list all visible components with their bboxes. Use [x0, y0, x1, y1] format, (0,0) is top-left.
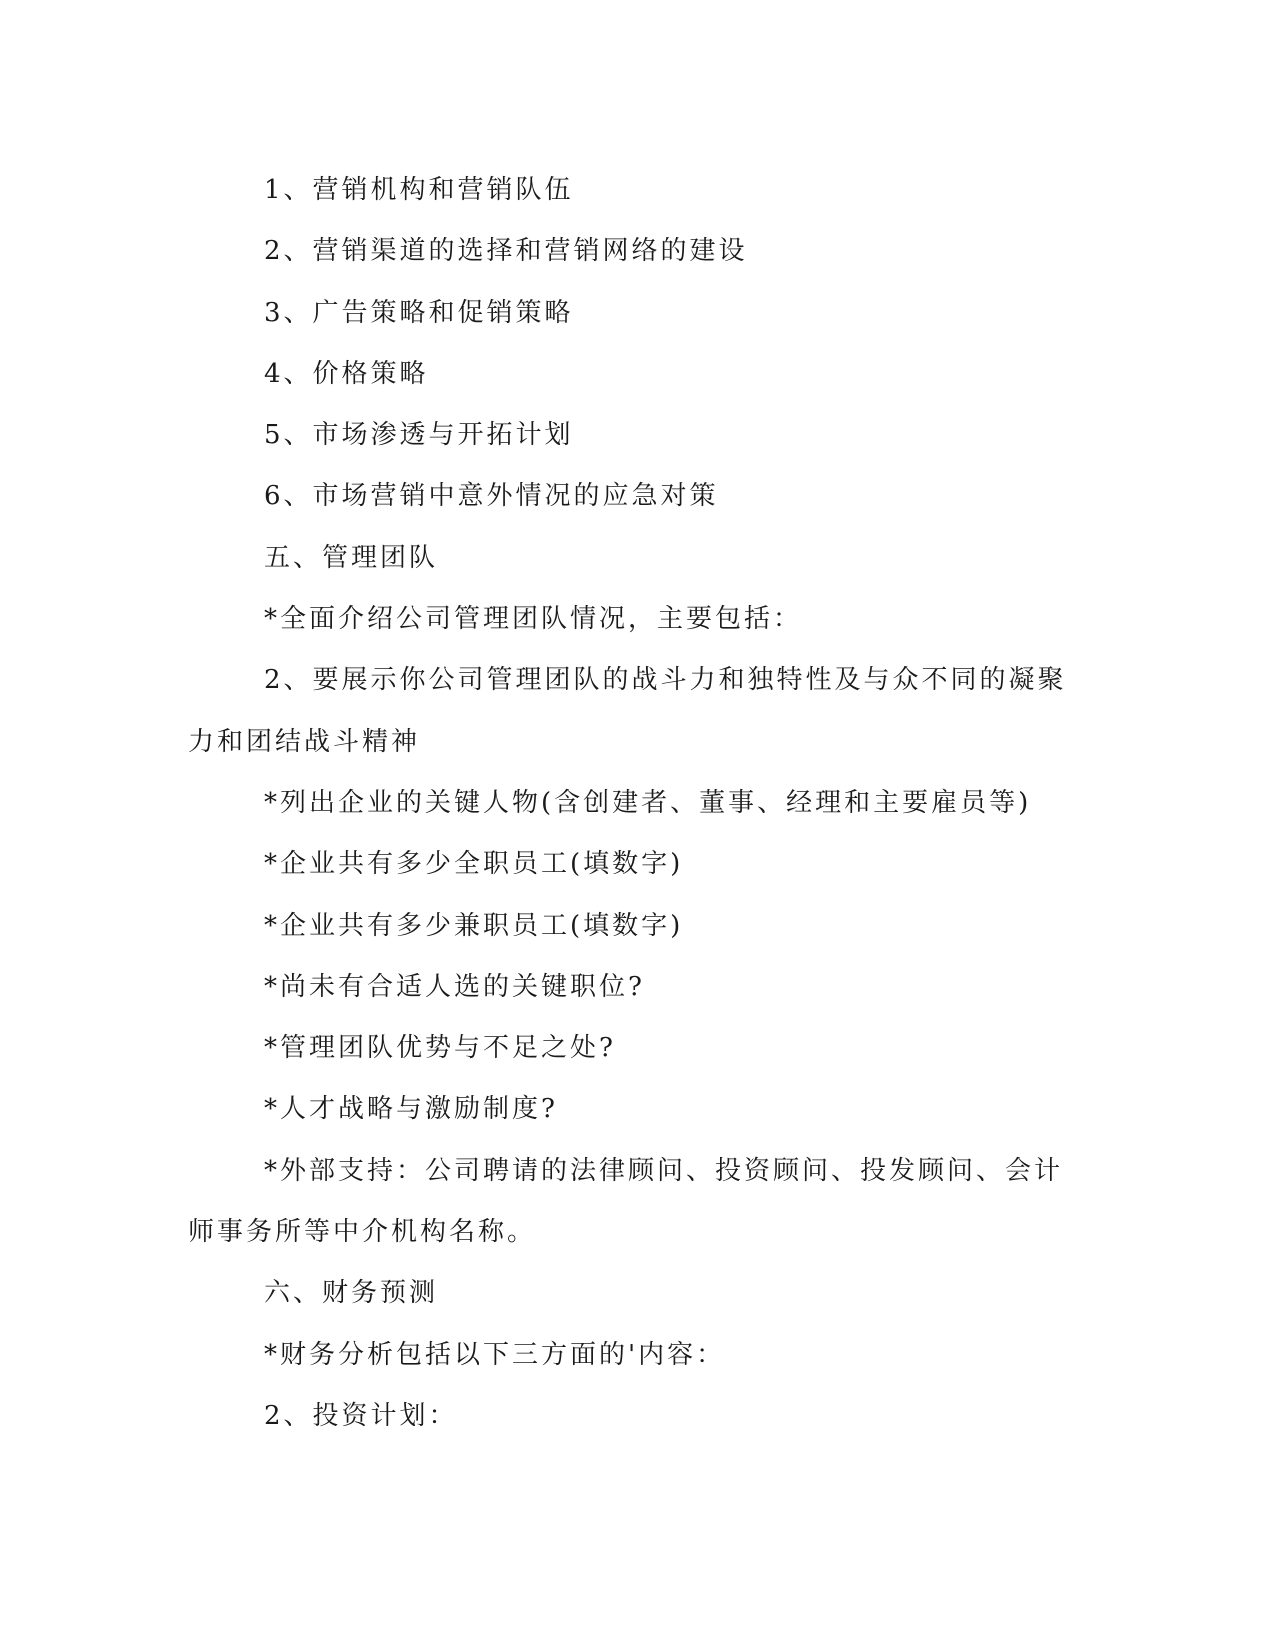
paragraph-fulltime-staff: *企业共有多少全职员工(填数字) — [264, 849, 684, 880]
list-item-investment-plan: 2、投资计划： — [264, 1400, 458, 1431]
paragraph-talent-strategy: *人才战略与激励制度? — [264, 1094, 558, 1125]
paragraph-team-pros-cons: *管理团队优势与不足之处? — [264, 1033, 616, 1064]
section-heading-financial-forecast: 六、财务预测 — [264, 1278, 439, 1309]
paragraph-parttime-staff: *企业共有多少兼职员工(填数字) — [264, 910, 684, 941]
paragraph-external-support-line-2: 师事务所等中介机构名称。 — [188, 1217, 537, 1248]
paragraph-team-strength-line-1: 2、要展示你公司管理团队的战斗力和独特性及与众不同的凝聚 — [264, 665, 1067, 696]
paragraph-financial-analysis: *财务分析包括以下三方面的'内容： — [264, 1339, 726, 1370]
paragraph-external-support-line-1: *外部支持：公司聘请的法律顾问、投资顾问、投发顾问、会计 — [264, 1155, 1064, 1186]
paragraph-team-strength-line-2: 力和团结战斗精神 — [188, 726, 421, 757]
list-item-market-penetration: 5、市场渗透与开拓计划 — [264, 420, 574, 451]
list-item-contingency-plan: 6、市场营销中意外情况的应急对策 — [264, 481, 719, 512]
paragraph-team-intro: *全面介绍公司管理团队情况，主要包括： — [264, 604, 803, 635]
list-item-advertising-strategy: 3、广告策略和促销策略 — [264, 297, 574, 328]
list-item-marketing-channels: 2、营销渠道的选择和营销网络的建设 — [264, 236, 748, 267]
section-heading-management-team: 五、管理团队 — [264, 542, 439, 573]
list-item-pricing-strategy: 4、价格策略 — [264, 358, 429, 389]
paragraph-vacant-positions: *尚未有合适人选的关键职位? — [264, 971, 645, 1002]
document-body — [188, 160, 1068, 1447]
list-item-marketing-org: 1、营销机构和营销队伍 — [264, 175, 574, 205]
paragraph-key-people: *列出企业的关键人物(含创建者、董事、经理和主要雇员等) — [264, 787, 1032, 818]
